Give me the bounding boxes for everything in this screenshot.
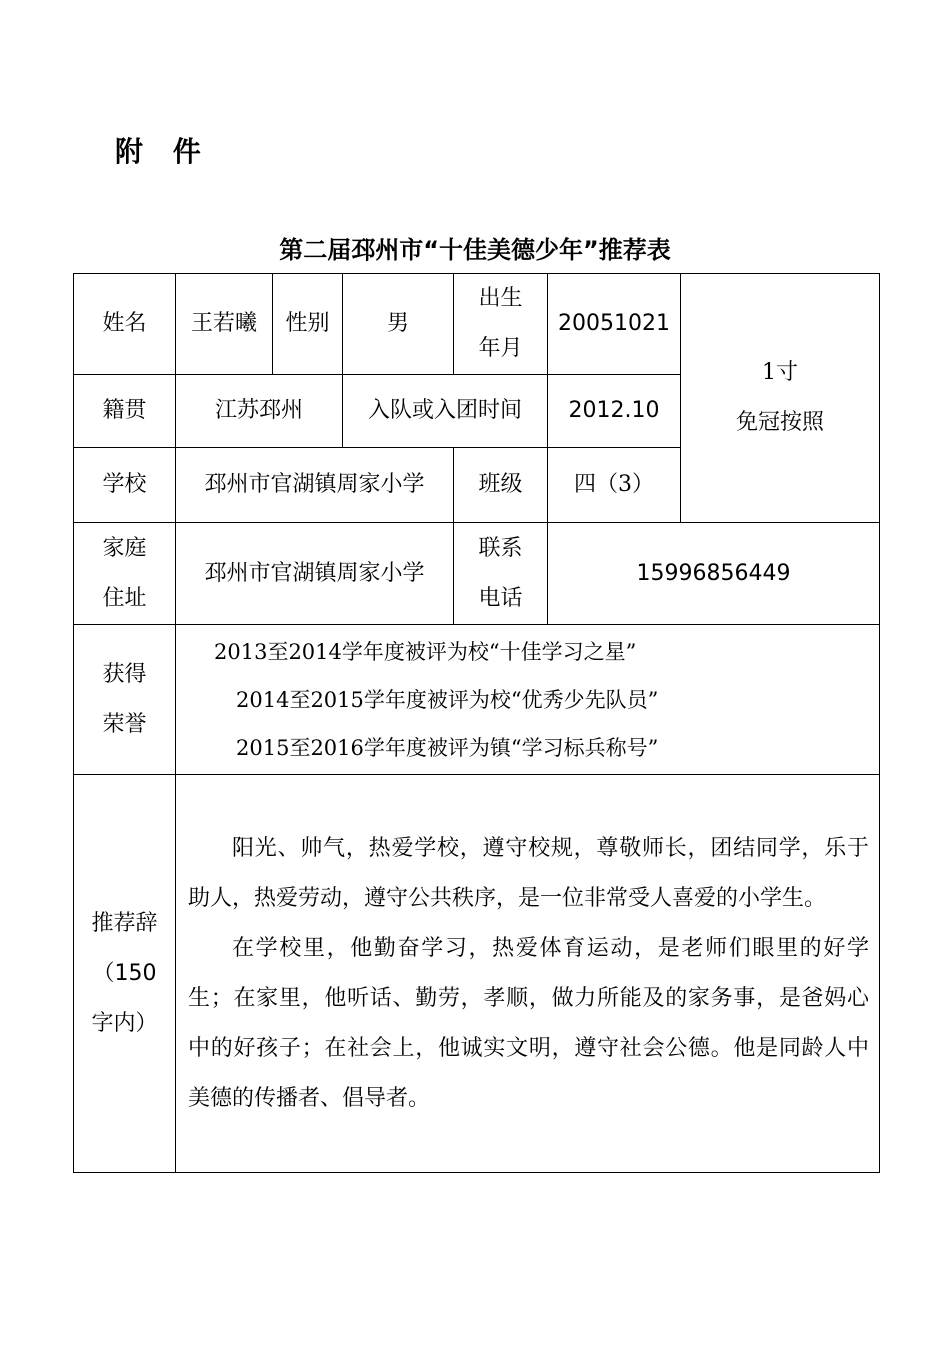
honor-item: 2015至2016学年度被评为镇“学习标兵称号”	[236, 735, 659, 760]
photo-size-text: 1寸	[762, 360, 798, 385]
rec-paragraph: 阳光、帅气，热爱学校，遵守校规，尊敬师长，团结同学，乐于助人，热爱劳动，遵守公共秩序，是一位非常受人喜爱的小学生。	[188, 835, 869, 911]
photo-desc-text: 免冠按照	[735, 410, 824, 435]
join-time-label: 入队或入团时间	[343, 375, 548, 448]
address-label	[74, 523, 176, 625]
class-value: 四（3）	[548, 448, 681, 523]
gender-label: 性别	[273, 274, 343, 375]
name-label: 姓名	[74, 274, 176, 375]
honors-label-line1: 获得	[102, 661, 147, 687]
honors-label-line2: 荣誉	[102, 711, 147, 737]
rec-label-line3: 字内）	[91, 1010, 158, 1036]
rec-label-line1: 推荐辞	[91, 910, 158, 936]
birth-value: 20051021	[548, 274, 681, 375]
address-value: 邳州市官湖镇周家小学	[176, 523, 454, 625]
birth-label-line2: 年月	[478, 336, 523, 361]
honors-label	[74, 625, 176, 775]
native-label: 籍贯	[74, 375, 176, 448]
address-label-line1: 家庭	[102, 535, 147, 561]
school-value: 邳州市官湖镇周家小学	[176, 448, 454, 523]
form-title: 第二届邳州市“十佳美德少年”推荐表	[279, 236, 671, 264]
class-label: 班级	[454, 448, 548, 523]
honor-item: 2014至2015学年度被评为校“优秀少先队员”	[236, 687, 659, 712]
rec-label-line2: （150	[92, 960, 157, 986]
phone-value: 15996856449	[548, 523, 880, 625]
recommendation-label	[74, 775, 176, 1173]
rec-paragraph: 在学校里，他勤奋学习，热爱体育运动，是老师们眼里的好学生；在家里，他听话、勤劳，孝顺，做力所能及的家务事，是爸妈心中的好孩子；在社会上，他诚实文明，遵守社会公德。他是同龄人中美德的传播者、倡导者。	[188, 935, 869, 1111]
native-value: 江苏邳州	[176, 375, 343, 448]
attachment-label: 附 件	[115, 135, 211, 168]
join-time-value: 2012.10	[548, 375, 681, 448]
birth-label-line1: 出生	[478, 286, 523, 311]
name-value: 王若曦	[176, 274, 273, 375]
phone-label-line2: 电话	[478, 585, 523, 611]
photo-placeholder	[681, 274, 880, 523]
honors-value	[176, 625, 880, 775]
address-label-line2: 住址	[102, 585, 147, 611]
honor-item: 2013至2014学年度被评为校“十佳学习之星”	[214, 639, 637, 664]
recommendation-form-table	[73, 273, 880, 1173]
gender-value: 男	[343, 274, 454, 375]
phone-label-line1: 联系	[478, 535, 523, 561]
phone-label	[454, 523, 548, 625]
birth-label	[454, 274, 548, 375]
school-label: 学校	[74, 448, 176, 523]
recommendation-text	[176, 775, 880, 1173]
